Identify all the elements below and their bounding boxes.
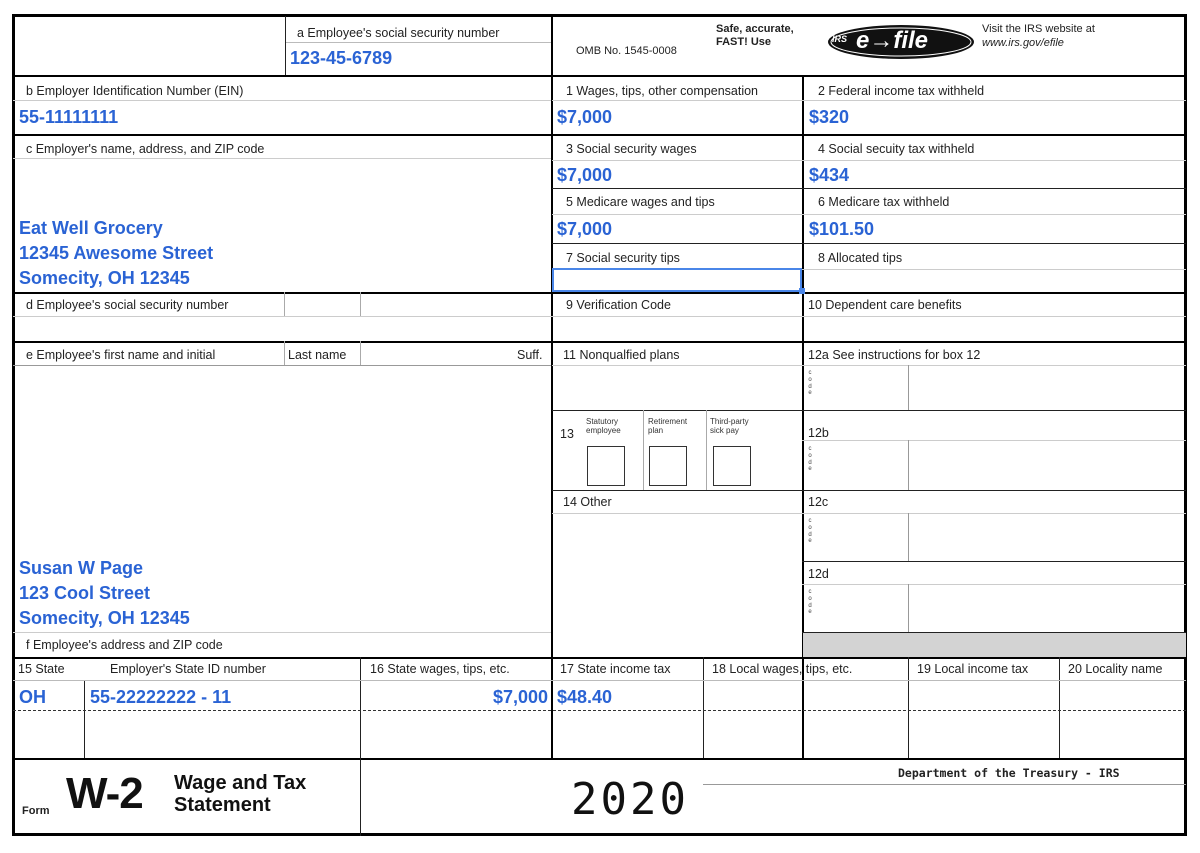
box-12c-label: 12c bbox=[808, 495, 829, 509]
third-party-sick-pay-checkbox[interactable] bbox=[713, 446, 751, 486]
employer-city-value[interactable]: Somecity, OH 12345 bbox=[19, 268, 190, 288]
employer-street-value[interactable]: 12345 Awesome Street bbox=[19, 243, 214, 263]
selection-handle[interactable] bbox=[799, 288, 805, 294]
federal-tax-value[interactable]: $320 bbox=[809, 107, 850, 127]
box-e-label: e Employee's first name and initial bbox=[26, 348, 216, 362]
code-label-12c: c o d e bbox=[808, 518, 812, 545]
state-tax-value[interactable]: $48.40 bbox=[557, 687, 613, 707]
box-16-label: 16 State wages, tips, etc. bbox=[370, 662, 510, 676]
box-4-label: 4 Social secuity tax withheld bbox=[818, 142, 975, 156]
box-d-label: d Employee's social security number bbox=[26, 298, 229, 312]
retirement-plan-label: Retirement plan bbox=[648, 417, 688, 435]
retirement-plan-checkbox[interactable] bbox=[649, 446, 687, 486]
box-12d-label: 12d bbox=[808, 567, 829, 581]
state-id-value[interactable]: 55-22222222 - 11 bbox=[90, 687, 232, 707]
code-label-12b: c o d e bbox=[808, 446, 812, 473]
form-word: Form bbox=[22, 805, 50, 817]
last-name-label: Last name bbox=[288, 348, 347, 362]
code-label-12a: c o d e bbox=[808, 370, 812, 397]
third-party-sick-pay-label: Third-party sick pay bbox=[710, 417, 749, 435]
box-15-label: 15 State bbox=[18, 662, 65, 676]
box-2-label: 2 Federal income tax withheld bbox=[818, 84, 985, 98]
box-13-label: 13 bbox=[560, 427, 574, 441]
box-10-label: 10 Dependent care benefits bbox=[808, 298, 962, 312]
box-12a-label: 12a See instructions for box 12 bbox=[808, 348, 981, 362]
box-9-label: 9 Verification Code bbox=[566, 298, 671, 312]
ein-value[interactable]: 55-11111111 bbox=[19, 107, 119, 127]
irs-efile-logo bbox=[826, 22, 976, 62]
medicare-tax-value[interactable]: $101.50 bbox=[809, 219, 875, 239]
form-title: Wage and Tax Statement bbox=[174, 772, 307, 816]
statutory-employee-checkbox[interactable] bbox=[587, 446, 625, 486]
ss-tax-value[interactable]: $434 bbox=[809, 165, 850, 185]
box-18-label: 18 Local wages, tips, etc. bbox=[712, 662, 853, 676]
employer-name-value[interactable]: Eat Well Grocery bbox=[19, 218, 163, 238]
box-17-label: 17 State income tax bbox=[560, 662, 671, 676]
box-8-label: 8 Allocated tips bbox=[818, 251, 903, 265]
employee-ssn-value[interactable]: 123-45-6789 bbox=[290, 48, 393, 68]
ss-tips-input[interactable] bbox=[552, 268, 802, 292]
box-14-label: 14 Other bbox=[563, 495, 612, 509]
medicare-wages-value[interactable]: $7,000 bbox=[557, 219, 613, 239]
box-3-label: 3 Social security wages bbox=[566, 142, 697, 156]
visit-irs-text: Visit the IRS website at www.irs.gov/efile bbox=[982, 23, 1095, 49]
statutory-employee-label: Statutory employee bbox=[586, 417, 621, 435]
efile-irs-text: IRS bbox=[832, 34, 848, 44]
box-6-label: 6 Medicare tax withheld bbox=[818, 195, 950, 209]
box-7-label: 7 Social security tips bbox=[566, 251, 680, 265]
box-19-label: 19 Local income tax bbox=[917, 662, 1029, 676]
ss-wages-value[interactable]: $7,000 bbox=[557, 165, 613, 185]
state-id-label: Employer's State ID number bbox=[110, 662, 266, 676]
form-name: W-2 bbox=[66, 769, 143, 818]
omb-number: OMB No. 1545-0008 bbox=[576, 45, 677, 57]
box-12b-label: 12b bbox=[808, 426, 829, 440]
tax-year: 2020 bbox=[571, 774, 689, 825]
box-a-label: a Employee's social security number bbox=[297, 26, 500, 40]
box-11-label: 11 Nonqualfied plans bbox=[563, 348, 680, 362]
box-20-label: 20 Locality name bbox=[1068, 662, 1163, 676]
employee-street-value[interactable]: 123 Cool Street bbox=[19, 583, 151, 603]
box-c-label: c Employer's name, address, and ZIP code bbox=[26, 142, 265, 156]
state-wages-value[interactable]: $7,000 bbox=[492, 687, 548, 707]
box-5-label: 5 Medicare wages and tips bbox=[566, 195, 715, 209]
box-b-label: b Employer Identification Number (EIN) bbox=[26, 84, 244, 98]
department-label: Department of the Treasury - IRS bbox=[898, 766, 1120, 780]
suffix-label: Suff. bbox=[517, 348, 543, 362]
employee-city-value[interactable]: Somecity, OH 12345 bbox=[19, 608, 190, 628]
state-value[interactable]: OH bbox=[19, 687, 46, 707]
code-label-12d: c o d e bbox=[808, 589, 812, 616]
efile-text: e→file bbox=[856, 27, 929, 54]
safe-accurate-text: Safe, accurate, FAST! Use bbox=[716, 23, 794, 48]
box-1-label: 1 Wages, tips, other compensation bbox=[566, 84, 758, 98]
box-f-label: f Employee's address and ZIP code bbox=[26, 638, 223, 652]
employee-name-value[interactable]: Susan W Page bbox=[19, 558, 144, 578]
wages-value[interactable]: $7,000 bbox=[557, 107, 613, 127]
